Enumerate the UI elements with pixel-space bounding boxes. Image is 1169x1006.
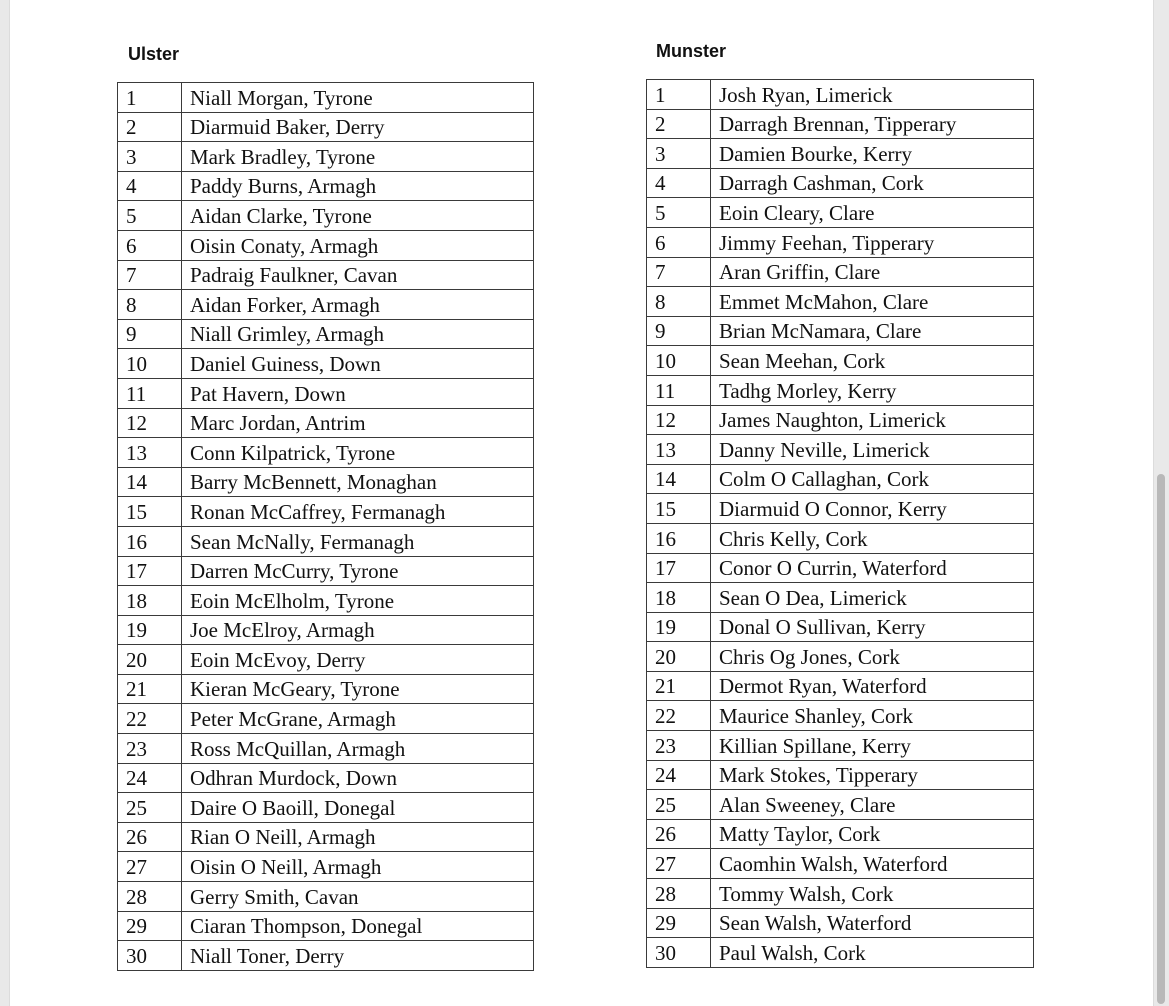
row-number: 28 [118,882,182,912]
player-name: Damien Bourke, Kerry [711,139,1034,169]
row-number: 20 [118,645,182,675]
player-name: Sean O Dea, Limerick [711,583,1034,613]
player-name: Tadhg Morley, Kerry [711,375,1034,405]
table-row [647,642,1034,672]
table-row [647,908,1034,938]
table-row [118,586,534,616]
munster-heading: Munster [656,41,727,61]
player-name: Aidan Forker, Armagh [182,290,534,320]
player-name: Darragh Cashman, Cork [711,168,1034,198]
player-name: Colm O Callaghan, Cork [711,464,1034,494]
player-name: Ronan McCaffrey, Fermanagh [182,497,534,527]
row-number: 5 [647,198,711,228]
table-row [118,260,534,290]
table-row [118,230,534,260]
row-number: 14 [118,467,182,497]
table-row [118,882,534,912]
table-row [647,583,1034,613]
table-row [118,201,534,231]
table-row [118,83,534,113]
player-name: Oisin Conaty, Armagh [182,230,534,260]
player-name: Peter McGrane, Armagh [182,704,534,734]
table-row [118,438,534,468]
table-row [118,526,534,556]
vertical-scrollbar[interactable] [1157,474,1165,1004]
row-number: 9 [118,319,182,349]
table-row [118,704,534,734]
player-name: Donal O Sullivan, Kerry [711,612,1034,642]
player-name: Barry McBennett, Monaghan [182,467,534,497]
player-name: Mark Stokes, Tipperary [711,760,1034,790]
player-name: Jimmy Feehan, Tipperary [711,227,1034,257]
player-name: Danny Neville, Limerick [711,435,1034,465]
player-name: Dermot Ryan, Waterford [711,671,1034,701]
table-row [647,760,1034,790]
row-number: 16 [647,523,711,553]
table-row [118,734,534,764]
player-name: Daniel Guiness, Down [182,349,534,379]
document-page [9,0,1154,1006]
player-name: Niall Morgan, Tyrone [182,83,534,113]
player-name: Niall Grimley, Armagh [182,319,534,349]
row-number: 8 [118,290,182,320]
row-number: 10 [647,346,711,376]
table-row [647,316,1034,346]
player-name: Conn Kilpatrick, Tyrone [182,438,534,468]
table-row [118,941,534,971]
player-name: Ross McQuillan, Armagh [182,734,534,764]
player-name: Tommy Walsh, Cork [711,879,1034,909]
row-number: 21 [118,674,182,704]
table-row [118,408,534,438]
row-number: 1 [647,80,711,110]
row-number: 6 [647,227,711,257]
player-name: Killian Spillane, Kerry [711,731,1034,761]
row-number: 3 [118,142,182,172]
player-name: Caomhin Walsh, Waterford [711,849,1034,879]
row-number: 11 [647,375,711,405]
table-row [647,198,1034,228]
table-row [118,142,534,172]
table-row [118,290,534,320]
row-number: 25 [118,793,182,823]
player-name: Darragh Brennan, Tipperary [711,109,1034,139]
row-number: 24 [118,763,182,793]
player-name: Padraig Faulkner, Cavan [182,260,534,290]
table-row [647,879,1034,909]
table-row [118,852,534,882]
row-number: 19 [647,612,711,642]
row-number: 28 [647,879,711,909]
player-name: Darren McCurry, Tyrone [182,556,534,586]
table-row [118,674,534,704]
row-number: 13 [118,438,182,468]
player-name: Maurice Shanley, Cork [711,701,1034,731]
row-number: 9 [647,316,711,346]
table-row [647,405,1034,435]
row-number: 30 [647,938,711,968]
player-name: Alan Sweeney, Clare [711,790,1034,820]
row-number: 17 [647,553,711,583]
munster-table-body [647,80,1034,968]
row-number: 6 [118,230,182,260]
row-number: 30 [118,941,182,971]
player-name: Chris Og Jones, Cork [711,642,1034,672]
player-name: Aidan Clarke, Tyrone [182,201,534,231]
table-row [118,615,534,645]
player-name: Gerry Smith, Cavan [182,882,534,912]
row-number: 2 [118,112,182,142]
player-name: Eoin Cleary, Clare [711,198,1034,228]
table-row [647,346,1034,376]
player-name: Ciaran Thompson, Donegal [182,911,534,941]
table-row [647,168,1034,198]
row-number: 29 [118,911,182,941]
player-name: Diarmuid Baker, Derry [182,112,534,142]
row-number: 24 [647,760,711,790]
table-row [647,375,1034,405]
row-number: 15 [118,497,182,527]
player-name: Emmet McMahon, Clare [711,287,1034,317]
ulster-table-body [118,83,534,971]
table-row [118,911,534,941]
player-name: Conor O Currin, Waterford [711,553,1034,583]
row-number: 10 [118,349,182,379]
row-number: 7 [647,257,711,287]
player-name: Rian O Neill, Armagh [182,822,534,852]
table-row [647,819,1034,849]
row-number: 11 [118,378,182,408]
table-row [647,612,1034,642]
row-number: 4 [647,168,711,198]
table-row [118,112,534,142]
table-row [118,349,534,379]
table-row [118,378,534,408]
row-number: 27 [118,852,182,882]
player-name: Aran Griffin, Clare [711,257,1034,287]
row-number: 27 [647,849,711,879]
row-number: 17 [118,556,182,586]
munster-table [646,79,1034,968]
player-name: Josh Ryan, Limerick [711,80,1034,110]
table-row [647,523,1034,553]
row-number: 12 [118,408,182,438]
row-number: 26 [118,822,182,852]
table-row [118,793,534,823]
table-row [647,464,1034,494]
row-number: 25 [647,790,711,820]
table-row [647,80,1034,110]
row-number: 26 [647,819,711,849]
row-number: 3 [647,139,711,169]
row-number: 22 [647,701,711,731]
player-name: Oisin O Neill, Armagh [182,852,534,882]
table-row [118,467,534,497]
row-number: 8 [647,287,711,317]
row-number: 2 [647,109,711,139]
table-row [118,171,534,201]
player-name: Joe McElroy, Armagh [182,615,534,645]
row-number: 7 [118,260,182,290]
table-row [118,822,534,852]
table-row [647,790,1034,820]
player-name: Paddy Burns, Armagh [182,171,534,201]
row-number: 29 [647,908,711,938]
table-row [118,556,534,586]
row-number: 4 [118,171,182,201]
row-number: 20 [647,642,711,672]
table-row [647,938,1034,968]
player-name: Marc Jordan, Antrim [182,408,534,438]
player-name: Daire O Baoill, Donegal [182,793,534,823]
table-row [647,287,1034,317]
table-row [647,109,1034,139]
row-number: 22 [118,704,182,734]
player-name: Diarmuid O Connor, Kerry [711,494,1034,524]
row-number: 12 [647,405,711,435]
player-name: Niall Toner, Derry [182,941,534,971]
row-number: 19 [118,615,182,645]
table-row [647,257,1034,287]
table-row [647,553,1034,583]
player-name: Odhran Murdock, Down [182,763,534,793]
row-number: 1 [118,83,182,113]
table-row [647,494,1034,524]
table-row [647,701,1034,731]
table-row [118,319,534,349]
table-row [647,435,1034,465]
player-name: Sean Meehan, Cork [711,346,1034,376]
row-number: 13 [647,435,711,465]
row-number: 15 [647,494,711,524]
player-name: Paul Walsh, Cork [711,938,1034,968]
table-row [647,731,1034,761]
table-row [118,497,534,527]
ulster-table [117,82,534,971]
row-number: 18 [118,586,182,616]
table-row [647,139,1034,169]
table-row [118,645,534,675]
row-number: 5 [118,201,182,231]
table-row [647,849,1034,879]
row-number: 21 [647,671,711,701]
player-name: Brian McNamara, Clare [711,316,1034,346]
player-name: Matty Taylor, Cork [711,819,1034,849]
player-name: James Naughton, Limerick [711,405,1034,435]
table-row [647,227,1034,257]
player-name: Sean McNally, Fermanagh [182,526,534,556]
player-name: Sean Walsh, Waterford [711,908,1034,938]
ulster-heading: Ulster [128,44,180,64]
table-row [647,671,1034,701]
player-name: Mark Bradley, Tyrone [182,142,534,172]
player-name: Kieran McGeary, Tyrone [182,674,534,704]
row-number: 18 [647,583,711,613]
row-number: 23 [647,731,711,761]
player-name: Chris Kelly, Cork [711,523,1034,553]
row-number: 23 [118,734,182,764]
player-name: Pat Havern, Down [182,378,534,408]
row-number: 14 [647,464,711,494]
player-name: Eoin McElholm, Tyrone [182,586,534,616]
player-name: Eoin McEvoy, Derry [182,645,534,675]
row-number: 16 [118,526,182,556]
table-row [118,763,534,793]
